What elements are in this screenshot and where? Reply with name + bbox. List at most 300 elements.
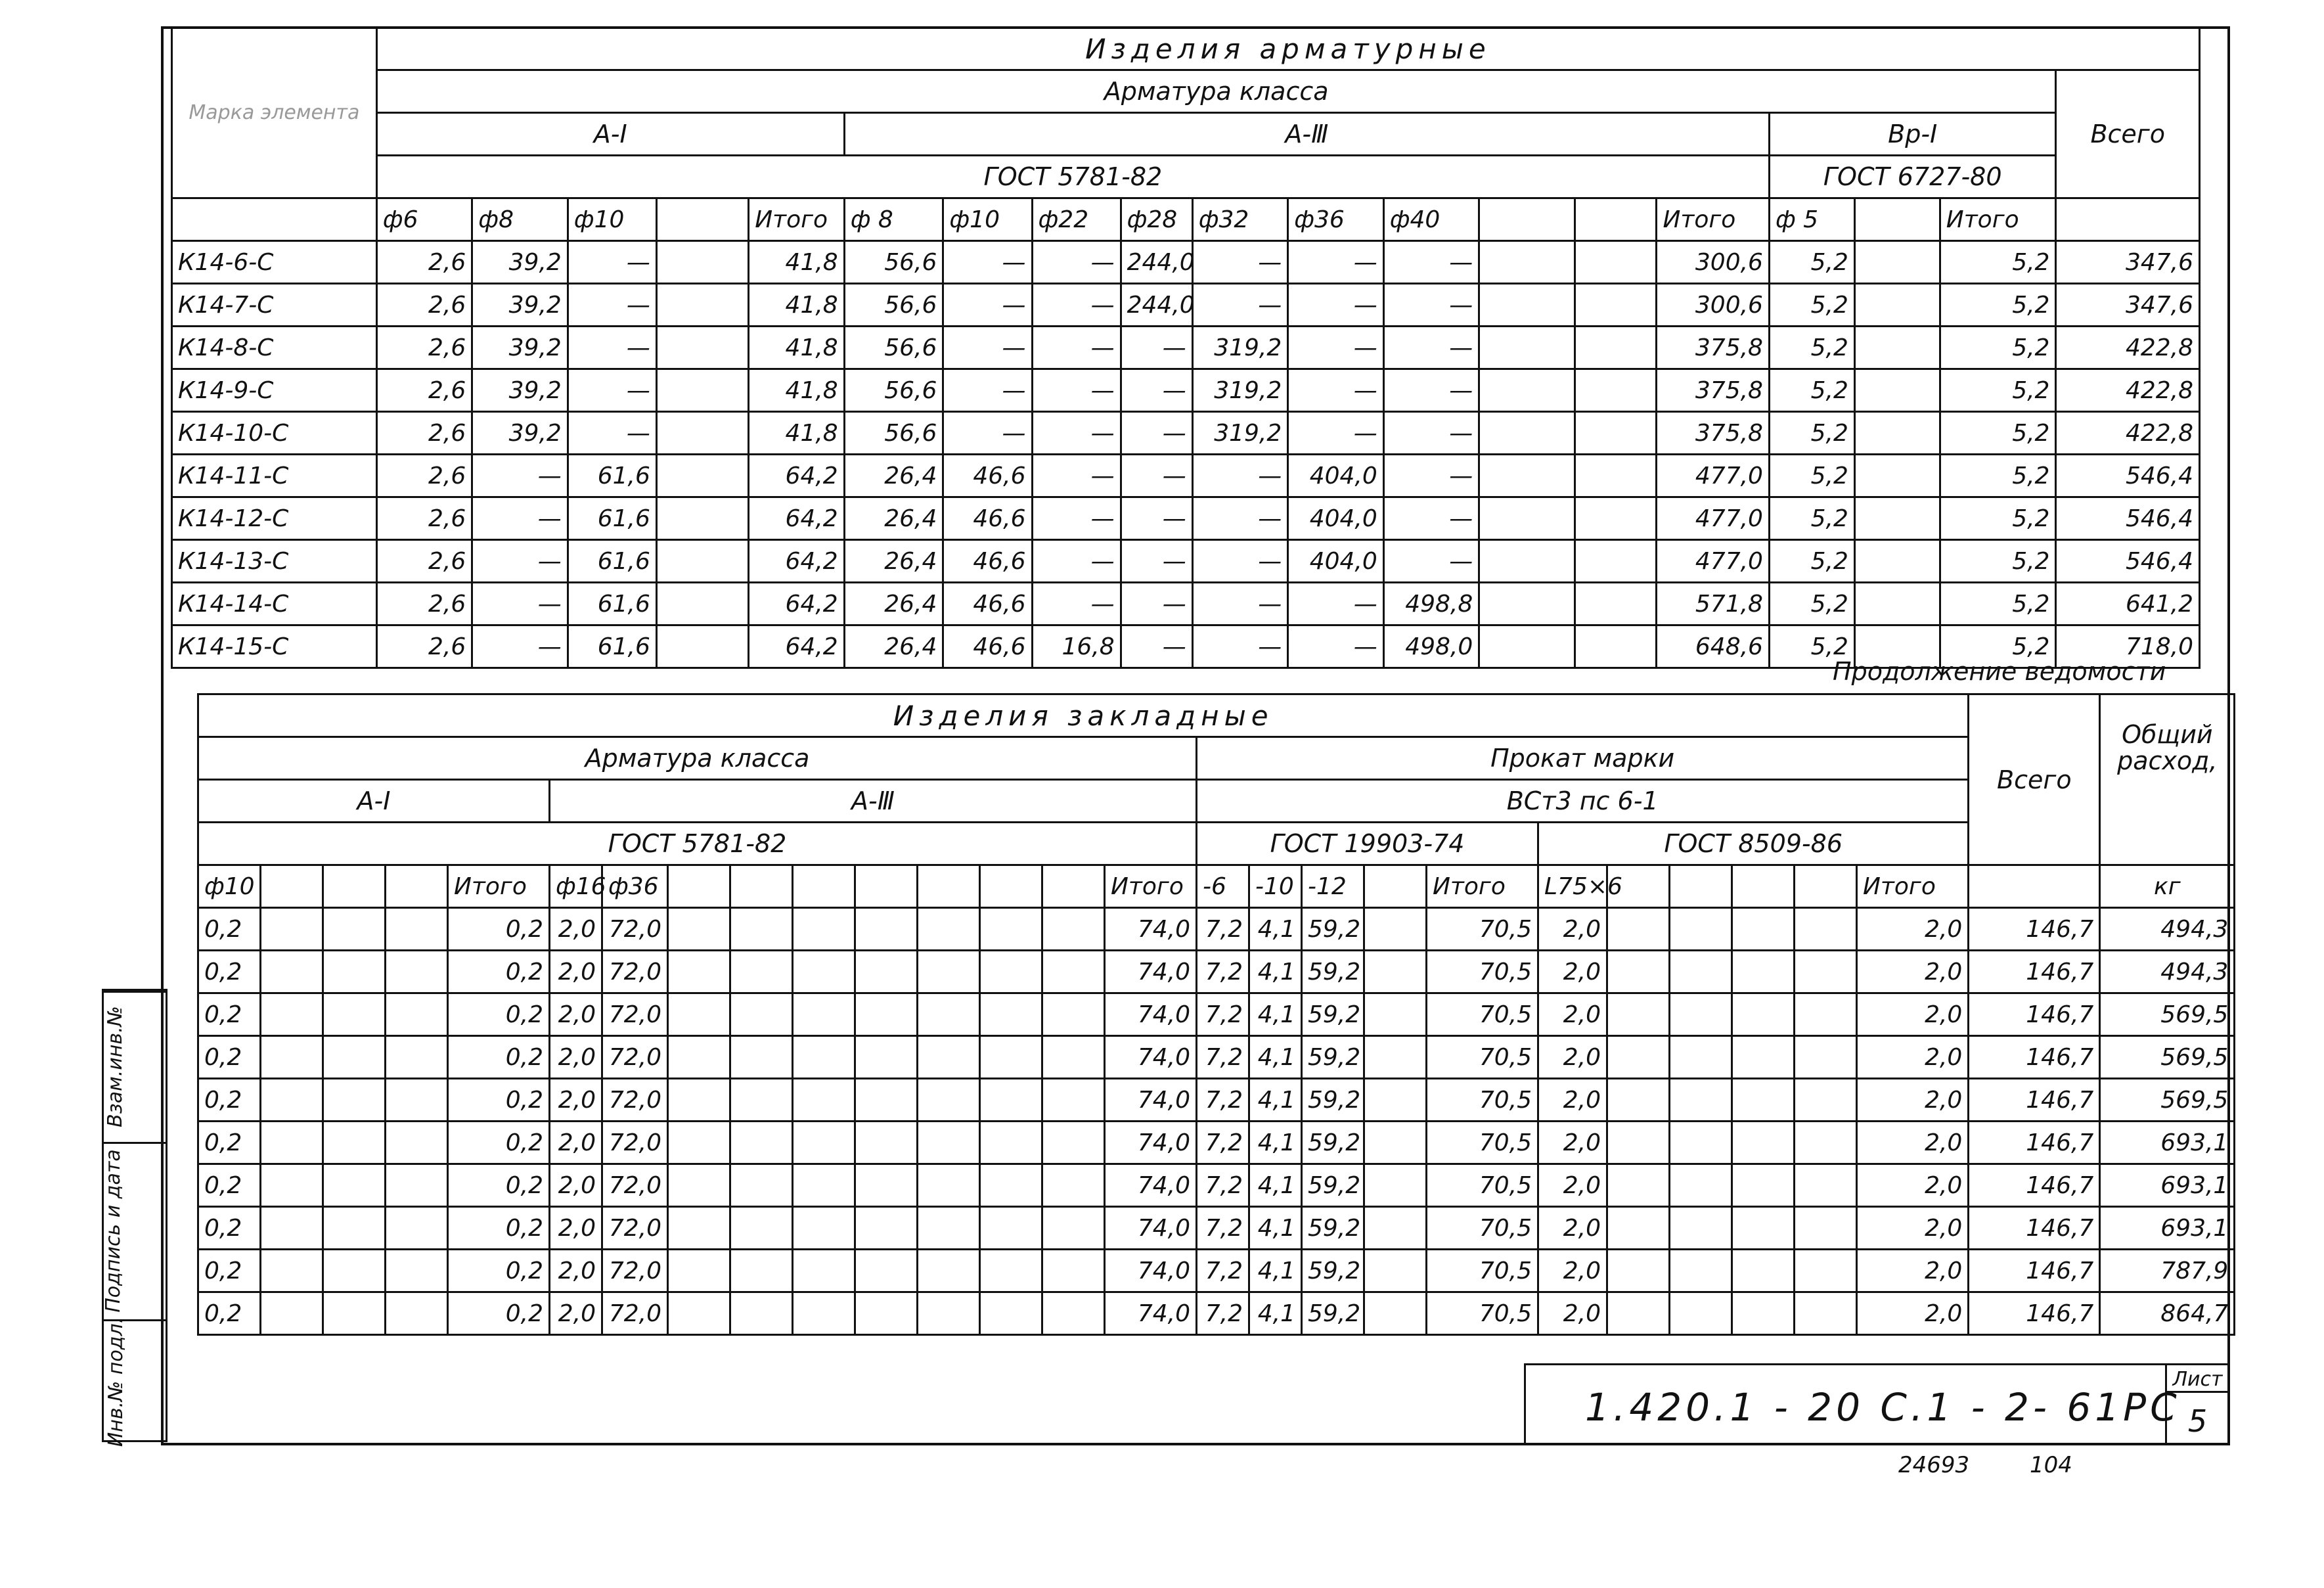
table-cell: 39,2: [472, 412, 568, 455]
table-cell: —: [568, 327, 656, 369]
table-cell: 74,0: [1105, 1250, 1197, 1292]
table-cell: [730, 1079, 793, 1122]
table-cell: [323, 951, 386, 993]
table-cell: 0,2: [448, 1164, 550, 1207]
table-cell: 70,5: [1427, 1079, 1538, 1122]
column-header: [656, 198, 748, 241]
table-cell: 477,0: [1657, 497, 1769, 540]
table-cell: 2,0: [550, 1122, 602, 1164]
table-cell: [1364, 908, 1427, 951]
table-cell: 59,2: [1302, 1122, 1364, 1164]
table-cell: [980, 1122, 1042, 1164]
column-header: ф32: [1192, 198, 1288, 241]
table-cell: 59,2: [1302, 1164, 1364, 1207]
row-label: 0,2: [198, 993, 261, 1036]
column-header: ф10: [943, 198, 1032, 241]
table-cell: 61,6: [568, 455, 656, 497]
table-cell: 2,0: [1538, 1292, 1607, 1335]
table-row: [172, 455, 2200, 497]
table-cell: —: [472, 625, 568, 668]
table-row: [172, 327, 2200, 369]
table-cell: [323, 1036, 386, 1079]
table-row: [172, 284, 2200, 327]
table-cell: 64,2: [749, 455, 845, 497]
reinforcement-table: [171, 26, 2201, 669]
table-cell: 2,0: [1538, 908, 1607, 951]
column-header: Итого: [1857, 865, 1969, 908]
table-cell: [1042, 1292, 1105, 1335]
table-cell: [1575, 327, 1657, 369]
table-cell: 2,0: [1538, 1250, 1607, 1292]
row-label: К14-12-С: [172, 497, 377, 540]
column-header: ф 5: [1769, 198, 1854, 241]
column-header: L75×6: [1538, 865, 1607, 908]
stamp-podpis: Подпись и дата: [101, 1149, 125, 1313]
table-cell: 2,6: [376, 369, 472, 412]
table-cell: [918, 1079, 980, 1122]
table-cell: [855, 1292, 918, 1335]
column-header: -6: [1197, 865, 1249, 908]
table-cell: 61,6: [568, 625, 656, 668]
table-row: [198, 1122, 2235, 1164]
table-cell: 41,8: [749, 412, 845, 455]
table-row: [172, 241, 2200, 284]
table-cell: [1042, 1207, 1105, 1250]
table-cell: 2,0: [550, 951, 602, 993]
column-header: [2056, 198, 2200, 241]
table-cell: [1042, 1164, 1105, 1207]
table-cell: —: [472, 455, 568, 497]
table-cell: [1670, 1164, 1732, 1207]
table-cell: [793, 1122, 855, 1164]
table-cell: [1795, 1122, 1857, 1164]
table-cell: 2,6: [376, 540, 472, 583]
table-cell: [1364, 1250, 1427, 1292]
table-cell: 7,2: [1197, 1164, 1249, 1207]
table-cell: [386, 993, 448, 1036]
table-cell: [1575, 625, 1657, 668]
table-cell: [1607, 1164, 1670, 1207]
column-header: Итого: [749, 198, 845, 241]
table-cell: [1732, 1079, 1795, 1122]
top-gost-bp: ГОСТ 6727-80: [1769, 156, 2056, 198]
table-cell: [1479, 412, 1575, 455]
table-cell: —: [1192, 284, 1288, 327]
top-class-bp1: Вр-I: [1769, 113, 2056, 156]
table-cell: [668, 1292, 730, 1335]
table-cell: —: [1121, 625, 1192, 668]
table-cell: 2,0: [550, 1164, 602, 1207]
table-cell: 72,0: [602, 908, 668, 951]
table-cell: [323, 1292, 386, 1335]
table-cell: 641,2: [2056, 583, 2200, 625]
table-cell: [918, 908, 980, 951]
table-row: [172, 412, 2200, 455]
table-row: [198, 908, 2235, 951]
table-cell: 74,0: [1105, 1079, 1197, 1122]
table-cell: 146,7: [1969, 1250, 2100, 1292]
footer-left-number: 24693: [1898, 1452, 1970, 1478]
table-cell: 422,8: [2056, 412, 2200, 455]
column-header: [386, 865, 448, 908]
table-cell: [980, 1207, 1042, 1250]
table-cell: [855, 1036, 918, 1079]
table-cell: 2,6: [376, 284, 472, 327]
table-cell: [261, 993, 323, 1036]
table-cell: 70,5: [1427, 1164, 1538, 1207]
table-cell: [1795, 993, 1857, 1036]
table-cell: [323, 1164, 386, 1207]
row-label: 0,2: [198, 1292, 261, 1335]
continuation-label: Продолжение ведомости: [1833, 657, 2166, 686]
table-cell: [1479, 327, 1575, 369]
table-cell: [1479, 241, 1575, 284]
column-header: ф22: [1032, 198, 1121, 241]
embedded-parts-table: [197, 693, 2235, 1336]
table-cell: 2,0: [550, 1036, 602, 1079]
table-cell: [1479, 284, 1575, 327]
table-cell: 59,2: [1302, 1207, 1364, 1250]
table-cell: 59,2: [1302, 1079, 1364, 1122]
table-cell: 46,6: [943, 625, 1032, 668]
table-cell: 5,2: [1769, 583, 1854, 625]
table-cell: 146,7: [1969, 1207, 2100, 1250]
table-cell: [1854, 284, 1940, 327]
table-cell: 2,0: [1857, 1036, 1969, 1079]
table-cell: [1854, 583, 1940, 625]
table-cell: [793, 908, 855, 951]
table-cell: 5,2: [1769, 327, 1854, 369]
table-cell: [1670, 1036, 1732, 1079]
table-cell: 146,7: [1969, 1079, 2100, 1122]
table-cell: 5,2: [1769, 412, 1854, 455]
table-cell: 72,0: [602, 1250, 668, 1292]
table-row: [198, 1164, 2235, 1207]
table-cell: [668, 993, 730, 1036]
table-cell: [918, 1207, 980, 1250]
table-cell: 7,2: [1197, 1122, 1249, 1164]
row-label: К14-7-С: [172, 284, 377, 327]
table-cell: 5,2: [1769, 241, 1854, 284]
column-header: [855, 865, 918, 908]
element-mark-header: Марка элемента: [172, 28, 377, 198]
table-cell: [1732, 1250, 1795, 1292]
table-cell: 72,0: [602, 1207, 668, 1250]
table-cell: 70,5: [1427, 1122, 1538, 1164]
table-cell: [1732, 1036, 1795, 1079]
table-cell: [730, 951, 793, 993]
table-cell: 498,8: [1383, 583, 1479, 625]
element-mark-header-cell: [172, 198, 377, 241]
table-cell: 422,8: [2056, 327, 2200, 369]
table-cell: [1670, 1122, 1732, 1164]
table-cell: 404,0: [1288, 455, 1384, 497]
row-label: К14-14-С: [172, 583, 377, 625]
table-cell: 64,2: [749, 497, 845, 540]
table-cell: [386, 908, 448, 951]
table-cell: 2,0: [1538, 1207, 1607, 1250]
table-cell: [730, 1207, 793, 1250]
table-cell: 0,2: [448, 1036, 550, 1079]
table-cell: [730, 1292, 793, 1335]
table-cell: 59,2: [1302, 1292, 1364, 1335]
table-cell: 300,6: [1657, 284, 1769, 327]
table-cell: 26,4: [844, 455, 943, 497]
table-row: [198, 1250, 2235, 1292]
table-cell: 569,5: [2100, 993, 2235, 1036]
table-cell: [980, 1079, 1042, 1122]
bottom-class-a1: А-I: [198, 780, 550, 823]
table-cell: 5,2: [1769, 540, 1854, 583]
table-cell: 56,6: [844, 327, 943, 369]
table-cell: 2,0: [1538, 1036, 1607, 1079]
table-cell: 70,5: [1427, 1036, 1538, 1079]
table-cell: 72,0: [602, 1164, 668, 1207]
table-cell: 59,2: [1302, 908, 1364, 951]
table-cell: 74,0: [1105, 993, 1197, 1036]
column-header: ф10: [568, 198, 656, 241]
top-class-a1: А-I: [376, 113, 844, 156]
table-cell: [793, 1250, 855, 1292]
table-cell: 404,0: [1288, 497, 1384, 540]
table-cell: [1670, 1292, 1732, 1335]
table-cell: [656, 241, 748, 284]
row-label: 0,2: [198, 1079, 261, 1122]
table-cell: 2,0: [550, 993, 602, 1036]
table-cell: 70,5: [1427, 1250, 1538, 1292]
table-cell: 26,4: [844, 540, 943, 583]
table-cell: 546,4: [2056, 497, 2200, 540]
table-cell: [793, 1164, 855, 1207]
table-cell: 494,3: [2100, 908, 2235, 951]
table-cell: [261, 1292, 323, 1335]
table-cell: 74,0: [1105, 1122, 1197, 1164]
table-cell: 5,2: [1940, 412, 2056, 455]
table-cell: 2,6: [376, 497, 472, 540]
table-row: [198, 1036, 2235, 1079]
table-cell: [980, 951, 1042, 993]
table-cell: 72,0: [602, 993, 668, 1036]
table-row: [172, 583, 2200, 625]
table-cell: 404,0: [1288, 540, 1384, 583]
table-cell: 2,0: [1857, 1292, 1969, 1335]
table-cell: [1854, 455, 1940, 497]
table-cell: [1575, 241, 1657, 284]
table-cell: 39,2: [472, 284, 568, 327]
table-cell: 2,0: [1857, 951, 1969, 993]
table-cell: [323, 993, 386, 1036]
table-cell: [323, 1250, 386, 1292]
sheet-box: [2165, 1365, 2228, 1445]
table-cell: [793, 1207, 855, 1250]
table-cell: —: [472, 540, 568, 583]
table-cell: 41,8: [749, 284, 845, 327]
table-cell: [1364, 1036, 1427, 1079]
table-cell: [323, 1079, 386, 1122]
table-cell: [656, 497, 748, 540]
table-cell: 2,0: [550, 908, 602, 951]
table-row: [198, 1079, 2235, 1122]
table-cell: 4,1: [1249, 951, 1302, 993]
table-cell: 26,4: [844, 583, 943, 625]
table-cell: 74,0: [1105, 951, 1197, 993]
column-header: ф 8: [844, 198, 943, 241]
table-cell: 2,0: [550, 1207, 602, 1250]
table-cell: 5,2: [1940, 369, 2056, 412]
column-header: Итого: [1427, 865, 1538, 908]
bottom-class-a3: А-Ⅲ: [550, 780, 1197, 823]
table-cell: [386, 1250, 448, 1292]
bottom-table-title: Изделия закладные: [198, 694, 1969, 737]
row-label: К14-9-С: [172, 369, 377, 412]
table-cell: [1854, 241, 1940, 284]
table-cell: [668, 1122, 730, 1164]
table-cell: [1732, 908, 1795, 951]
table-cell: —: [1383, 497, 1479, 540]
table-cell: 59,2: [1302, 951, 1364, 993]
table-cell: [730, 1122, 793, 1164]
table-cell: [855, 993, 918, 1036]
table-cell: 4,1: [1249, 1207, 1302, 1250]
table-cell: —: [1288, 625, 1384, 668]
table-cell: [793, 1036, 855, 1079]
table-cell: —: [1032, 241, 1121, 284]
table-cell: 146,7: [1969, 993, 2100, 1036]
table-cell: 2,0: [1857, 1122, 1969, 1164]
table-cell: 41,8: [749, 369, 845, 412]
table-cell: 2,6: [376, 241, 472, 284]
column-header: [980, 865, 1042, 908]
table-cell: 347,6: [2056, 241, 2200, 284]
row-label: 0,2: [198, 1036, 261, 1079]
overall-header: Общий расход,: [2100, 694, 2235, 865]
table-cell: 2,0: [550, 1292, 602, 1335]
table-cell: [730, 1164, 793, 1207]
table-cell: [1364, 951, 1427, 993]
table-cell: —: [568, 412, 656, 455]
table-cell: [656, 327, 748, 369]
table-row: [198, 1292, 2235, 1335]
footer-right-number: 104: [2030, 1452, 2072, 1478]
table-cell: 5,2: [1769, 497, 1854, 540]
table-cell: 59,2: [1302, 1036, 1364, 1079]
column-header: [1670, 865, 1732, 908]
table-cell: 494,3: [2100, 951, 2235, 993]
table-cell: 59,2: [1302, 993, 1364, 1036]
table-cell: [1607, 951, 1670, 993]
table-cell: 72,0: [602, 1292, 668, 1335]
table-cell: —: [1032, 284, 1121, 327]
table-cell: [1854, 327, 1940, 369]
table-cell: 74,0: [1105, 908, 1197, 951]
table-cell: 4,1: [1249, 1122, 1302, 1164]
table-cell: 569,5: [2100, 1079, 2235, 1122]
table-cell: —: [472, 583, 568, 625]
table-cell: 375,8: [1657, 412, 1769, 455]
column-header: Итого: [1105, 865, 1197, 908]
table-cell: 59,2: [1302, 1250, 1364, 1292]
row-label: 0,2: [198, 908, 261, 951]
table-cell: [1795, 1164, 1857, 1207]
column-header: ф10: [198, 865, 261, 908]
table-cell: [980, 1164, 1042, 1207]
table-cell: [261, 1079, 323, 1122]
bottom-gost-8509: ГОСТ 8509-86: [1538, 823, 1969, 865]
table-cell: 2,6: [376, 625, 472, 668]
row-label: К14-8-С: [172, 327, 377, 369]
table-cell: [1364, 1292, 1427, 1335]
table-cell: [1795, 1036, 1857, 1079]
table-cell: —: [1192, 497, 1288, 540]
table-cell: 70,5: [1427, 1292, 1538, 1335]
table-cell: 300,6: [1657, 241, 1769, 284]
table-cell: 7,2: [1197, 1036, 1249, 1079]
table-cell: 46,6: [943, 497, 1032, 540]
table-cell: —: [1121, 455, 1192, 497]
table-cell: [1732, 1292, 1795, 1335]
table-cell: [386, 1079, 448, 1122]
row-label: 0,2: [198, 1250, 261, 1292]
top-gost-a: ГОСТ 5781-82: [376, 156, 1769, 198]
table-cell: [668, 908, 730, 951]
table-cell: [386, 1036, 448, 1079]
table-cell: —: [1032, 369, 1121, 412]
row-label: 0,2: [198, 1164, 261, 1207]
unit-label: кг: [2100, 865, 2235, 908]
table-cell: —: [568, 241, 656, 284]
table-cell: 7,2: [1197, 951, 1249, 993]
column-header: [1795, 865, 1857, 908]
table-cell: [1732, 1207, 1795, 1250]
table-cell: [1670, 1079, 1732, 1122]
table-cell: [1364, 1079, 1427, 1122]
bottom-rolled: Прокат марки: [1197, 737, 1969, 780]
table-cell: 2,0: [550, 1079, 602, 1122]
table-cell: [668, 951, 730, 993]
table-cell: —: [943, 284, 1032, 327]
column-header: [1732, 865, 1795, 908]
table-cell: 0,2: [448, 1250, 550, 1292]
column-header: -10: [1249, 865, 1302, 908]
table-cell: 7,2: [1197, 1292, 1249, 1335]
table-cell: 64,2: [749, 583, 845, 625]
table-cell: 56,6: [844, 284, 943, 327]
table-cell: [1364, 993, 1427, 1036]
table-cell: 74,0: [1105, 1207, 1197, 1250]
table-cell: [261, 1122, 323, 1164]
table-row: [172, 369, 2200, 412]
table-cell: 72,0: [602, 1079, 668, 1122]
table-cell: 61,6: [568, 583, 656, 625]
table-cell: 319,2: [1192, 369, 1288, 412]
table-cell: 26,4: [844, 625, 943, 668]
column-header: [323, 865, 386, 908]
table-cell: [1607, 1250, 1670, 1292]
table-cell: —: [1192, 625, 1288, 668]
column-header: Итого: [1940, 198, 2056, 241]
column-header: [261, 865, 323, 908]
table-cell: [261, 1250, 323, 1292]
table-cell: 64,2: [749, 625, 845, 668]
table-cell: 569,5: [2100, 1036, 2235, 1079]
table-cell: 61,6: [568, 540, 656, 583]
table-cell: —: [1032, 497, 1121, 540]
table-cell: 2,6: [376, 327, 472, 369]
table-cell: [1607, 1292, 1670, 1335]
column-header: [1854, 198, 1940, 241]
table-cell: [261, 1207, 323, 1250]
table-cell: [1732, 1164, 1795, 1207]
